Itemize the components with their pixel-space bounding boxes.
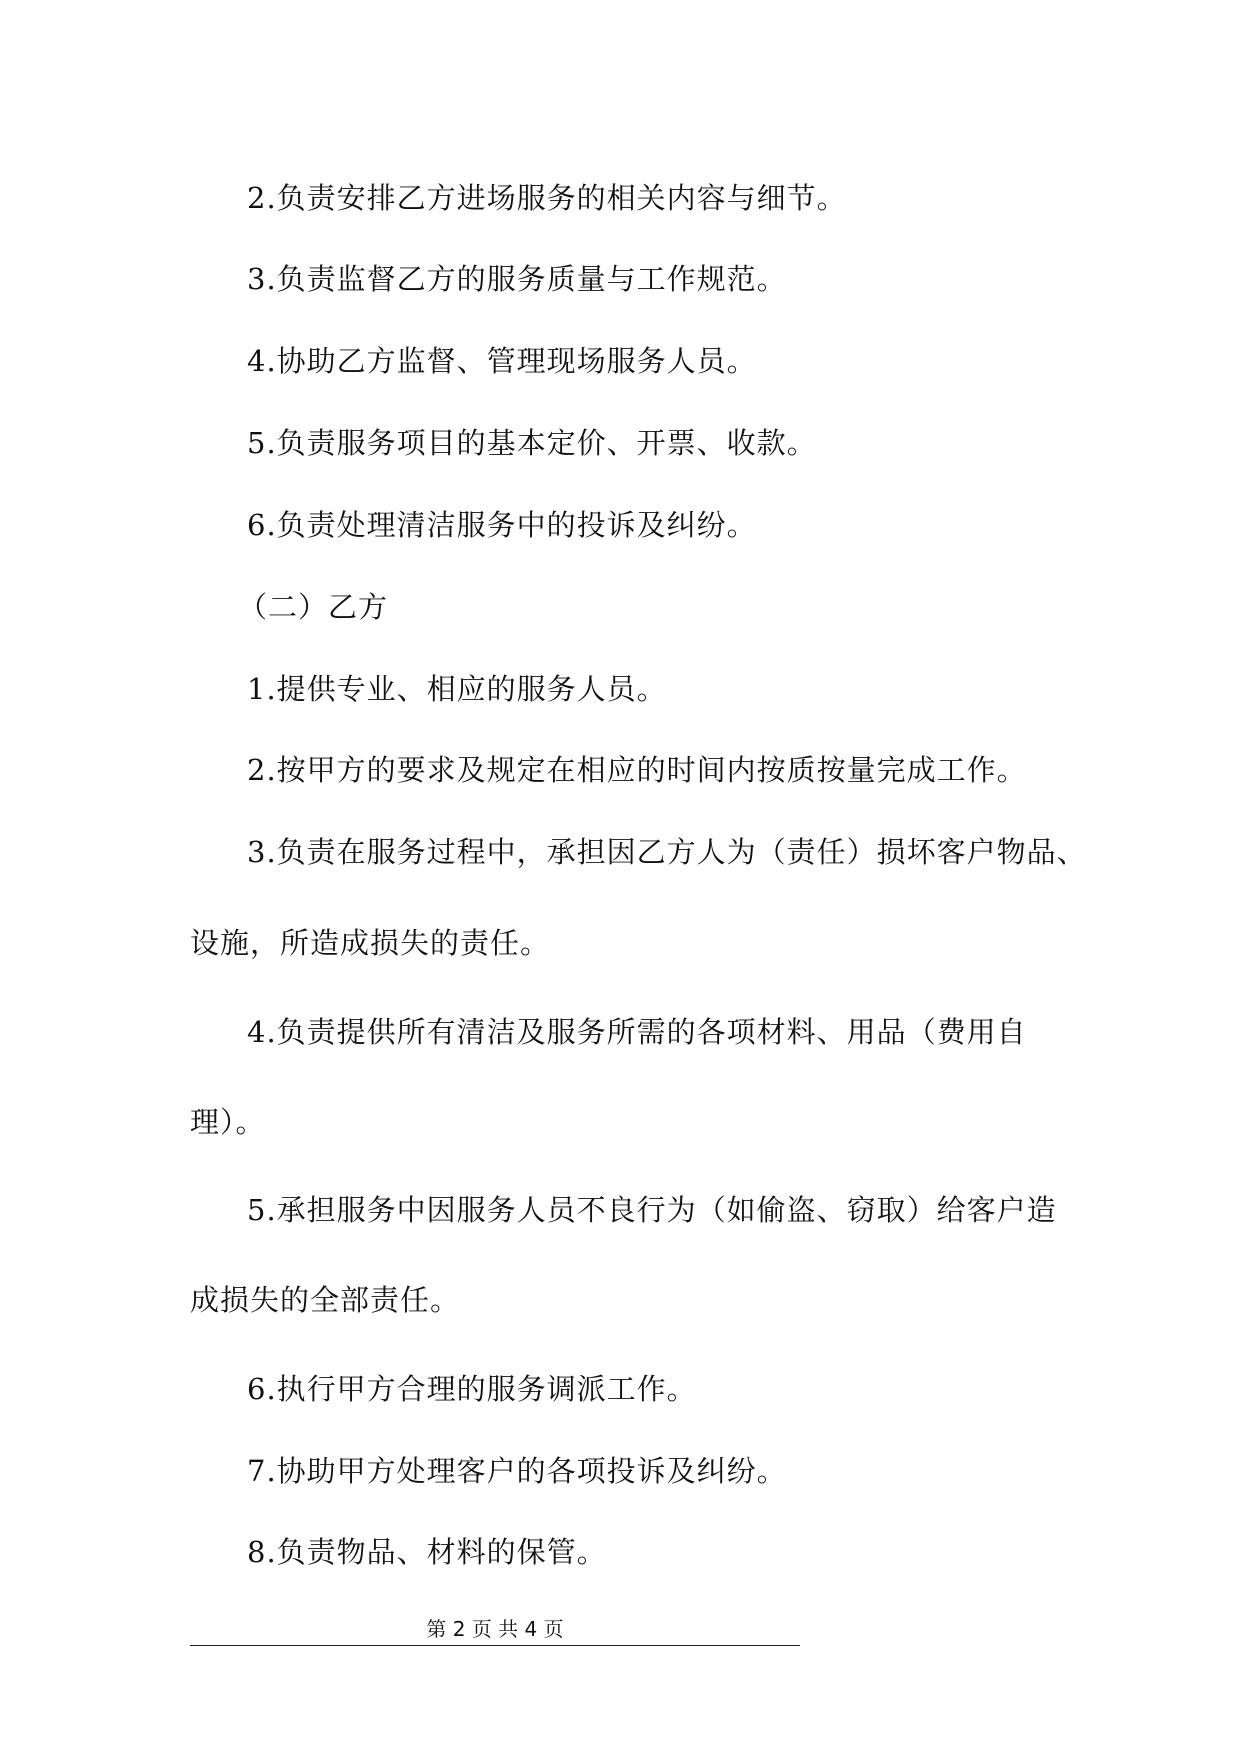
paragraph-a5: 5.负责服务项目的基本定价、开票、收款。 — [247, 426, 817, 460]
paragraph-b3-continued: 设施，所造成损失的责任。 — [190, 926, 551, 960]
paragraph-b7: 7.协助甲方处理客户的各项投诉及纠纷。 — [247, 1454, 787, 1488]
paragraph-b3: 3.负责在服务过程中，承担因乙方人为（责任）损坏客户物品、 — [247, 835, 1087, 869]
paragraph-b2: 2.按甲方的要求及规定在相应的时间内按质按量完成工作。 — [247, 753, 1027, 787]
paragraph-a2: 2.负责安排乙方进场服务的相关内容与细节。 — [247, 181, 847, 215]
page-number-footer: 第 2 页 共 4 页 — [426, 1617, 564, 1641]
paragraph-b8: 8.负责物品、材料的保管。 — [247, 1535, 607, 1569]
footer-divider — [190, 1645, 800, 1646]
paragraph-b1: 1.提供专业、相应的服务人员。 — [247, 672, 667, 706]
paragraph-b5-continued: 成损失的全部责任。 — [190, 1283, 461, 1317]
paragraph-a4: 4.协助乙方监督、管理现场服务人员。 — [247, 344, 757, 378]
paragraph-b6: 6.执行甲方合理的服务调派工作。 — [247, 1372, 697, 1406]
paragraph-b4-continued: 理）。 — [190, 1105, 266, 1139]
paragraph-a6: 6.负责处理清洁服务中的投诉及纠纷。 — [247, 508, 757, 542]
paragraph-b4: 4.负责提供所有清洁及服务所需的各项材料、用品（费用自 — [247, 1015, 1027, 1049]
paragraph-a3: 3.负责监督乙方的服务质量与工作规范。 — [247, 262, 787, 296]
paragraph-b5: 5.承担服务中因服务人员不良行为（如偷盗、窃取）给客户造 — [247, 1193, 1057, 1227]
section-heading-party-b: （二）乙方 — [238, 590, 389, 624]
